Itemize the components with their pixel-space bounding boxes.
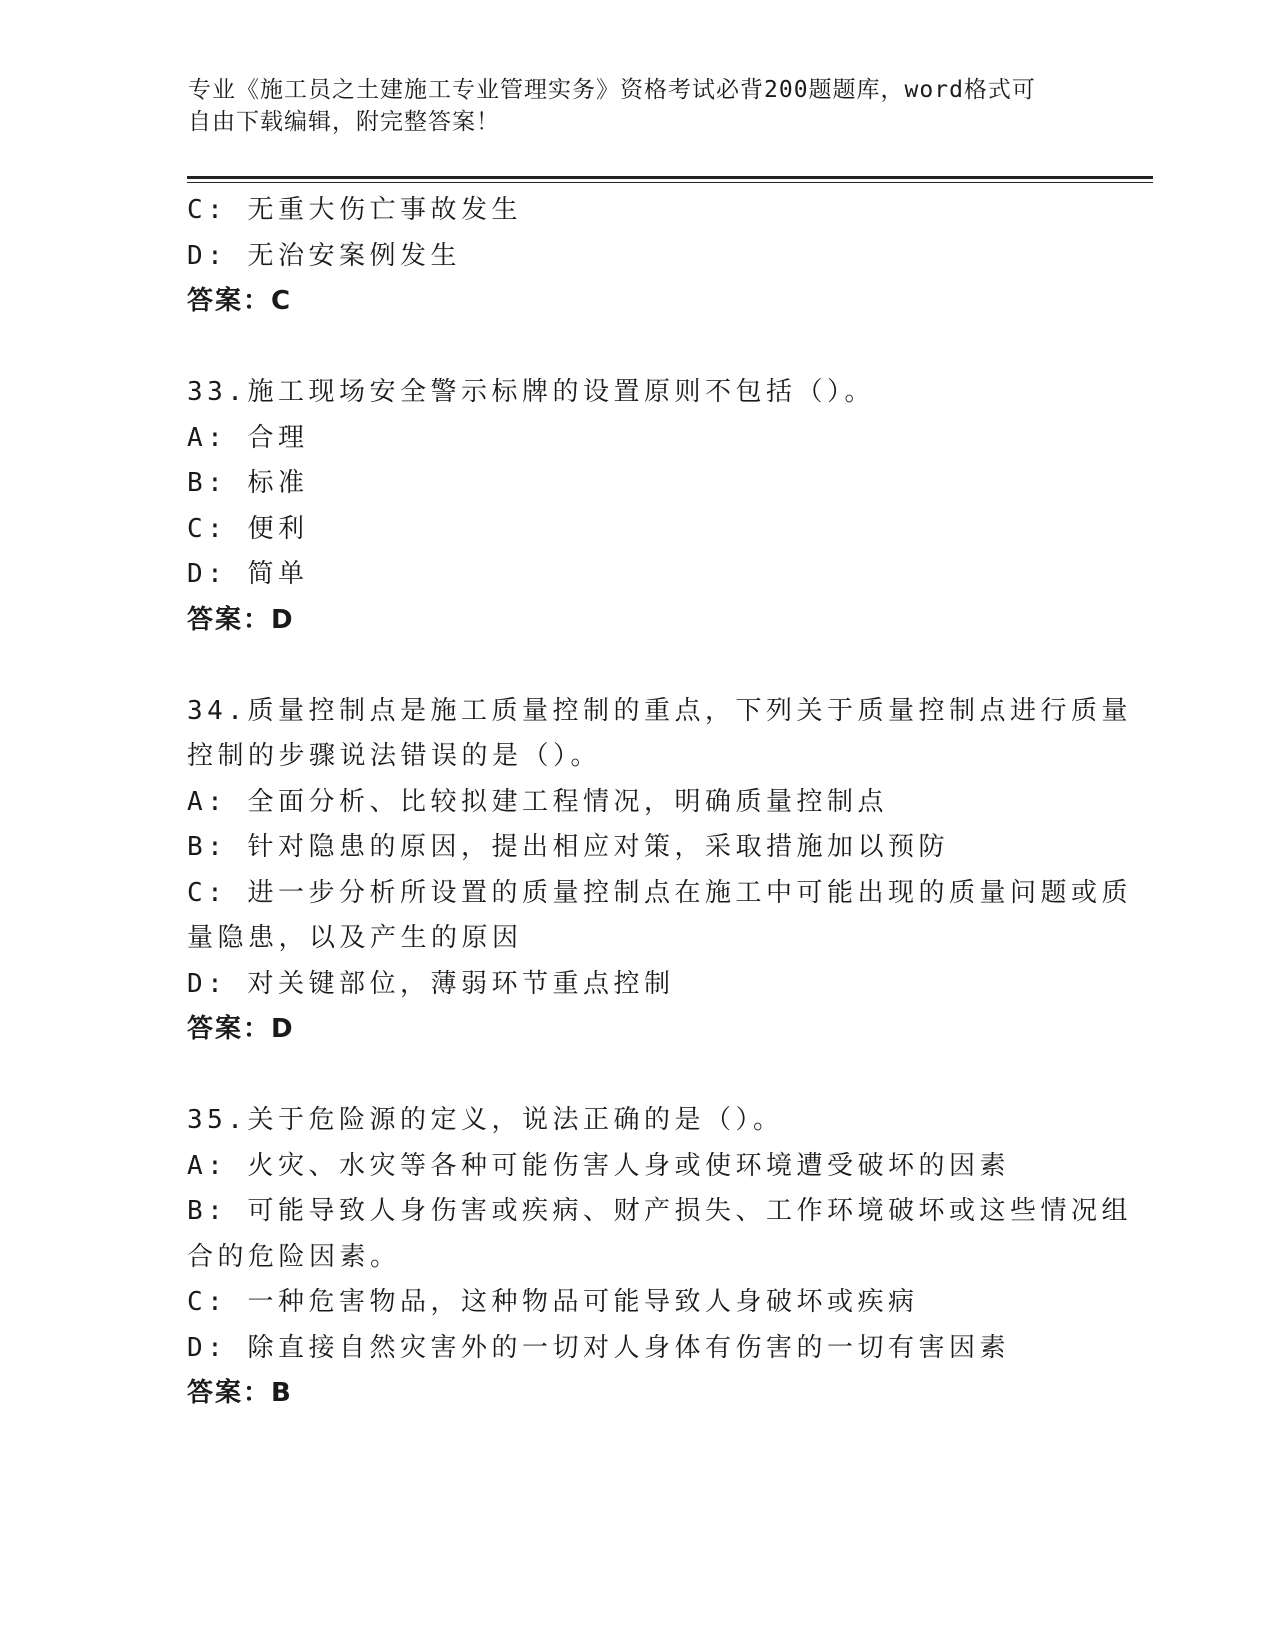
answer-line: 答案：D [187, 1014, 295, 1044]
question-spacer [187, 325, 1087, 371]
question-33 [187, 370, 1087, 643]
option-b-continued: 合的危险因素。 [187, 1241, 401, 1272]
document-header [188, 74, 1068, 138]
option-d: D: 简单 [187, 559, 309, 589]
question-stem: 35.关于危险源的定义，说法正确的是（）。 [187, 1105, 784, 1135]
option-c: C: 进一步分析所设置的质量控制点在施工中可能出现的质量问题或质 [187, 877, 1132, 908]
answer-line: 答案：B [187, 1378, 293, 1408]
option-c: C: 无重大伤亡事故发生 [187, 195, 522, 225]
option-b: B: 针对隐患的原因，提出相应对策，采取措施加以预防 [187, 832, 949, 862]
option-b: B: 标准 [187, 468, 309, 498]
option-d: D: 对关键部位，薄弱环节重点控制 [187, 968, 675, 999]
question-list [187, 188, 1132, 1417]
option-a: A: 全面分析、比较拟建工程情况，明确质量控制点 [187, 786, 888, 817]
option-c-continued: 量隐患，以及产生的原因 [187, 923, 523, 953]
question-32-tail [187, 188, 1087, 325]
question-35 [187, 1098, 1132, 1417]
option-d: D: 除直接自然灾害外的一切对人身体有伤害的一切有害因素 [187, 1332, 1010, 1363]
header-divider-thin [187, 182, 1153, 183]
header-line-1: 专业《施工员之土建施工专业管理实务》资格考试必背200题题库，word格式可 [188, 77, 1036, 103]
question-stem: 33.施工现场安全警示标牌的设置原则不包括（）。 [187, 377, 875, 407]
option-b: B: 可能导致人身伤害或疾病、财产损失、工作环境破坏或这些情况组 [187, 1196, 1132, 1226]
option-a: A: 火灾、水灾等各种可能伤害人身或使环境遭受破坏的因素 [187, 1150, 1010, 1181]
answer-line: 答案：C [187, 286, 293, 316]
answer-line: 答案：D [187, 604, 295, 635]
question-stem: 34.质量控制点是施工质量控制的重点，下列关于质量控制点进行质量 [187, 695, 1132, 726]
question-stem-continued: 控制的步骤说法错误的是（）。 [187, 741, 602, 771]
header-line-2: 自由下载编辑，附完整答案！ [188, 109, 500, 135]
question-spacer [187, 643, 1087, 689]
option-c: C: 便利 [187, 513, 309, 544]
header-divider-thick [187, 176, 1153, 179]
question-spacer [187, 1053, 1087, 1099]
option-c: C: 一种危害物品，这种物品可能导致人身破坏或疾病 [187, 1287, 919, 1317]
option-d: D: 无治安案例发生 [187, 240, 461, 271]
option-a: A: 合理 [187, 422, 309, 453]
question-34 [187, 689, 1132, 1053]
